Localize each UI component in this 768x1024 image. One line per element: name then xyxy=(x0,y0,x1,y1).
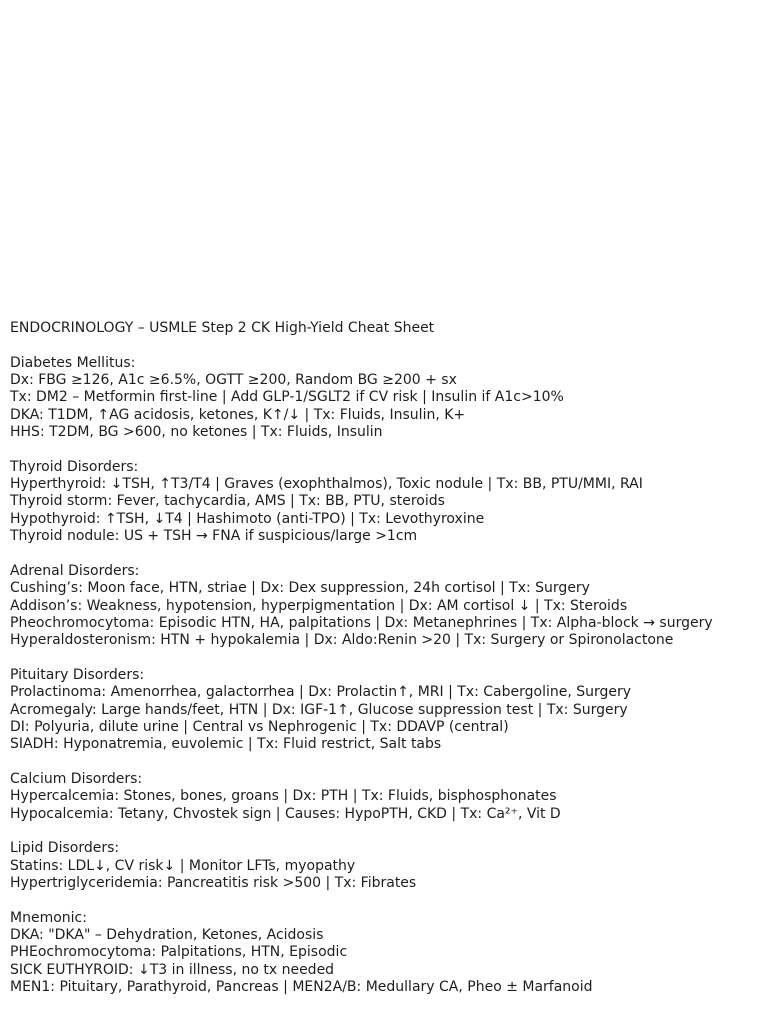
section-line: HHS: T2DM, BG >600, no ketones | Tx: Fluids, Insulin xyxy=(10,424,383,441)
section-mnemonic xyxy=(10,910,760,997)
spacer xyxy=(10,754,760,771)
page-title: ENDOCRINOLOGY – USMLE Step 2 CK High-Yield Cheat Sheet xyxy=(10,320,435,336)
section-thyroid xyxy=(10,459,760,546)
section-line: Thyroid nodule: US + TSH → FNA if suspicious/large >1cm xyxy=(10,528,418,545)
spacer xyxy=(10,892,760,909)
section-heading: Calcium Disorders: xyxy=(10,770,143,787)
section-line: Hypocalcemia: Tetany, Chvostek sign | Causes: HypoPTH, CKD | Tx: Ca²⁺, Vit D xyxy=(10,805,561,822)
section-line: Addison’s: Weakness, hypotension, hyperpigmentation | Dx: AM cortisol ↓ | Tx: Steroids xyxy=(10,597,628,614)
section-line: SIADH: Hyponatremia, euvolemic | Tx: Fluid restrict, Salt tabs xyxy=(10,736,442,753)
section-heading: Diabetes Mellitus: xyxy=(10,354,136,371)
section-line: DKA: "DKA" – Dehydration, Ketones, Acidosis xyxy=(10,927,324,944)
spacer xyxy=(10,545,760,562)
cheat-sheet xyxy=(10,320,760,996)
section-line: Hypercalcemia: Stones, bones, groans | Dx: PTH | Tx: Fluids, bisphosphonates xyxy=(10,788,557,805)
section-heading: Thyroid Disorders: xyxy=(10,458,139,475)
section-line: Hyperthyroid: ↓TSH, ↑T3/T4 | Graves (exophthalmos), Toxic nodule | Tx: BB, PTU/MMI, RAI xyxy=(10,476,643,493)
spacer xyxy=(10,650,760,667)
section-heading: Adrenal Disorders: xyxy=(10,562,140,579)
section-line: Hypertriglyceridemia: Pancreatitis risk >500 | Tx: Fibrates xyxy=(10,875,417,891)
section-lipid xyxy=(10,840,760,892)
section-line: Tx: DM2 – Metformin first-line | Add GLP-1/SGLT2 if CV risk | Insulin if A1c>10% xyxy=(10,389,564,406)
section-heading: Mnemonic: xyxy=(10,909,87,926)
spacer xyxy=(10,823,760,840)
section-line: DKA: T1DM, ↑AG acidosis, ketones, K↑/↓ | Tx: Fluids, Insulin, K+ xyxy=(10,406,466,423)
section-line: Hypothyroid: ↑TSH, ↓T4 | Hashimoto (anti-TPO) | Tx: Levothyroxine xyxy=(10,510,485,527)
section-heading: Pituitary Disorders: xyxy=(10,666,145,683)
section-line: Cushing’s: Moon face, HTN, striae | Dx: Dex suppression, 24h cortisol | Tx: Surgery xyxy=(10,580,590,597)
section-line: PHEochromocytoma: Palpitations, HTN, Episodic xyxy=(10,944,348,961)
spacer xyxy=(10,337,760,354)
section-calcium xyxy=(10,771,760,823)
section-line: Statins: LDL↓, CV risk↓ | Monitor LFTs, myopathy xyxy=(10,857,356,874)
section-adrenal xyxy=(10,563,760,650)
section-line: Thyroid storm: Fever, tachycardia, AMS | Tx: BB, PTU, steroids xyxy=(10,493,445,510)
section-line: Pheochromocytoma: Episodic HTN, HA, palpitations | Dx: Metanephrines | Tx: Alpha-block → surgery xyxy=(10,614,713,631)
spacer xyxy=(10,441,760,458)
section-line: DI: Polyuria, dilute urine | Central vs Nephrogenic | Tx: DDAVP (central) xyxy=(10,718,509,735)
section-line: Hyperaldosteronism: HTN + hypokalemia | Dx: Aldo:Renin >20 | Tx: Surgery or Spironolactone xyxy=(10,632,674,649)
section-line: SICK EUTHYROID: ↓T3 in illness, no tx needed xyxy=(10,961,335,978)
section-diabetes xyxy=(10,355,760,442)
section-heading: Lipid Disorders: xyxy=(10,840,120,857)
section-line: MEN1: Pituitary, Parathyroid, Pancreas | MEN2A/B: Medullary CA, Pheo ± Marfanoid xyxy=(10,979,593,996)
section-line: Acromegaly: Large hands/feet, HTN | Dx: IGF-1↑, Glucose suppression test | Tx: Surgery xyxy=(10,701,628,718)
section-line: Dx: FBG ≥126, A1c ≥6.5%, OGTT ≥200, Random BG ≥200 + sx xyxy=(10,372,457,389)
section-line: Prolactinoma: Amenorrhea, galactorrhea | Dx: Prolactin↑, MRI | Tx: Cabergoline, Surgery xyxy=(10,684,632,701)
section-pituitary xyxy=(10,667,760,754)
